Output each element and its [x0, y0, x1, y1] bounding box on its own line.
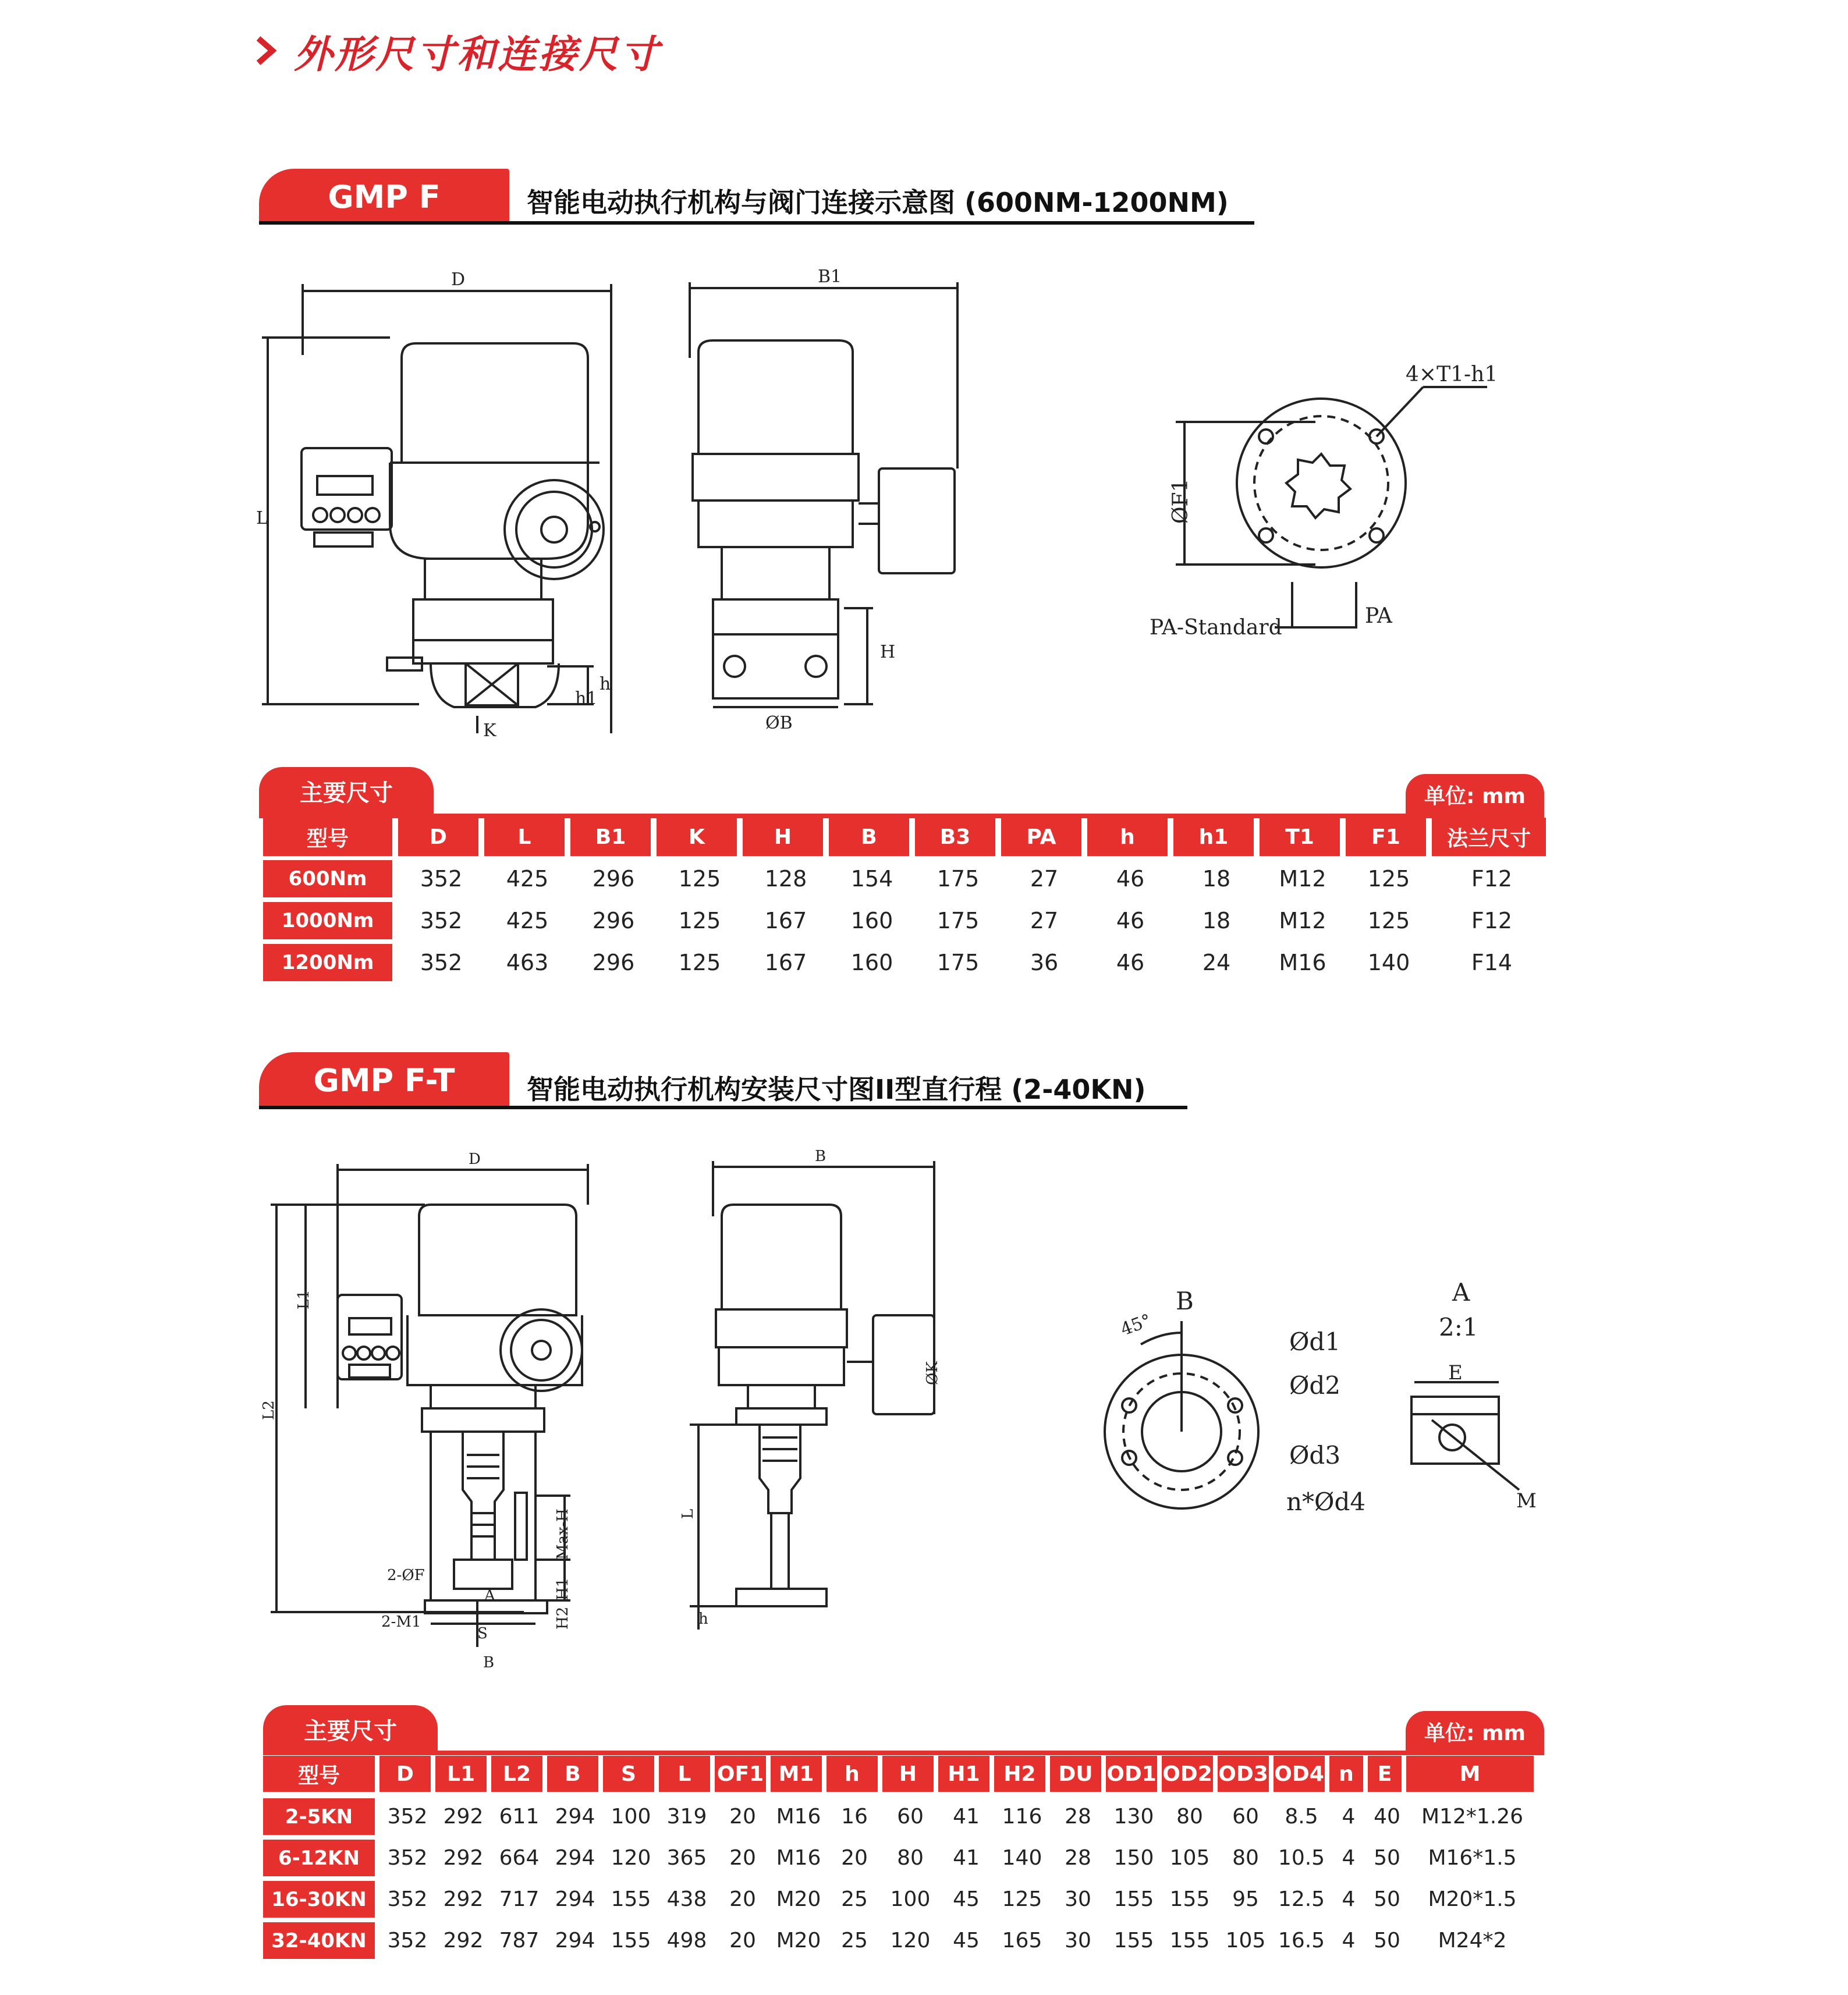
table-2-cell: 155 [611, 1887, 651, 1911]
table-1-cell: 463 [506, 950, 549, 975]
detail-a-label: A [1452, 1278, 1470, 1307]
table-2-cell: 80 [1232, 1846, 1259, 1870]
table-1-header-cell: L [484, 818, 565, 856]
table-2-header-cell: OD1 [1106, 1756, 1157, 1792]
table-2-cell: 50 [1374, 1929, 1400, 1953]
chevron-right-icon [255, 36, 278, 65]
actuator-front-view [262, 284, 611, 733]
table-1-cell: 128 [764, 866, 807, 892]
dim-label-b: B [815, 1148, 827, 1165]
table-2-cell: 155 [1169, 1929, 1210, 1953]
table-2-cell: M12*1.26 [1421, 1805, 1524, 1829]
table-1-cell: F12 [1471, 866, 1513, 892]
dim-label-b: B [483, 1654, 495, 1671]
table-2-header-cell: 型号 [263, 1756, 375, 1792]
table-2-cell: 45 [953, 1887, 980, 1911]
dim-label-h: h [600, 674, 611, 694]
detail-m-label: M [1516, 1489, 1537, 1513]
table-2-cell: 12.5 [1278, 1887, 1325, 1911]
table-1-header-cell: B1 [570, 818, 651, 856]
section-2-title: 智能电动执行机构安装尺寸图II型直行程 (2-40KN) [527, 1074, 1146, 1105]
flange2-d2-label: Ød2 [1289, 1371, 1341, 1400]
table-2-header-cell: OD2 [1162, 1756, 1213, 1792]
page-title: 外形尺寸和连接尺寸 [294, 32, 661, 77]
table-2-header-cell: H [882, 1756, 934, 1792]
table-1-row-model: 600Nm [263, 860, 392, 897]
table-2-cell: 116 [1002, 1805, 1042, 1829]
table-1-header-cell: 法兰尺寸 [1432, 818, 1546, 856]
table-2-cell: 352 [387, 1887, 428, 1911]
table-1-cell: 125 [678, 950, 721, 975]
table-1-cell: 352 [420, 950, 463, 975]
table-1-cell: M12 [1279, 908, 1326, 933]
flange-bolt-label: 4×T1-h1 [1406, 363, 1498, 386]
table-2-label: 主要尺寸 [263, 1705, 438, 1753]
table-1-cell: 46 [1116, 866, 1145, 892]
table-1-label: 主要尺寸 [259, 767, 434, 815]
table-2-header-cell: H2 [994, 1756, 1045, 1792]
dim-label-l: L [679, 1508, 697, 1519]
table-2-cell: 8.5 [1285, 1805, 1318, 1829]
table-2-cell: M20 [776, 1929, 821, 1953]
dim-label-h2: H2 [554, 1606, 572, 1630]
dim-label-l2: L2 [260, 1400, 278, 1420]
detail-e-label: E [1448, 1361, 1463, 1385]
table-2-cell: 50 [1374, 1887, 1400, 1911]
table-1-cell: 46 [1116, 908, 1145, 933]
table-2-header-cell: M1 [771, 1756, 822, 1792]
section-1-drawings [256, 256, 1036, 768]
dim-label-H: H [880, 642, 896, 662]
table-1-cell: 296 [592, 866, 635, 892]
table-2-cell: 100 [611, 1805, 651, 1829]
table-1-header-cell: h [1087, 818, 1168, 856]
table-1-header-cell: T1 [1260, 818, 1340, 856]
table-1-cell: M16 [1279, 950, 1326, 975]
dim-label-maxh: Max-H [554, 1508, 572, 1560]
table-1-cell: 296 [592, 908, 635, 933]
table-2-cell: 292 [443, 1846, 484, 1870]
table-2-cell: 80 [897, 1846, 924, 1870]
table-2-cell: 130 [1113, 1805, 1154, 1829]
table-2-header-cell: L2 [491, 1756, 542, 1792]
table-2-cell: 352 [387, 1805, 428, 1829]
table-2-cell: 100 [890, 1887, 931, 1911]
table-2-cell: 319 [666, 1805, 707, 1829]
dim-label-s: S [477, 1625, 488, 1642]
table-2-header-cell: L1 [435, 1756, 487, 1792]
table-2-cell: 30 [1065, 1887, 1091, 1911]
table-2-cell: 60 [1232, 1805, 1259, 1829]
table-2-cell: 150 [1113, 1846, 1154, 1870]
table-2-row-model: 16-30KN [263, 1881, 375, 1918]
table-1-cell: 125 [678, 908, 721, 933]
table-2-cell: 25 [841, 1887, 868, 1911]
dim-label-a: A [484, 1587, 495, 1604]
table-1-header-cell: B [829, 818, 909, 856]
table-2-cell: 4 [1342, 1805, 1356, 1829]
detail-scale-label: 2:1 [1439, 1313, 1478, 1341]
flange2-d3-label: Ød3 [1289, 1441, 1341, 1469]
table-1-unit: 单位: mm [1406, 774, 1544, 815]
table-1-cell: 160 [850, 908, 893, 933]
linear-actuator-front-view [271, 1164, 588, 1647]
table-2-cell: 16 [841, 1805, 868, 1829]
table-2-cell: 294 [555, 1805, 595, 1829]
table-2-cell: M16 [776, 1805, 821, 1829]
table-2-cell: 365 [666, 1846, 707, 1870]
table-2-cell: 4 [1342, 1929, 1356, 1953]
table-2-cell: M16 [776, 1846, 821, 1870]
table-1-cell: 154 [850, 866, 893, 892]
table-2-header-cell: n [1329, 1756, 1363, 1792]
table-2-header-cell: OF1 [715, 1756, 766, 1792]
table-2-cell: 20 [729, 1846, 756, 1870]
table-2-cell: 40 [1374, 1805, 1400, 1829]
table-2-header-cell: OD4 [1274, 1756, 1325, 1792]
section-1-flange-diagram [1141, 349, 1548, 652]
table-1-cell: F12 [1471, 908, 1513, 933]
flange2-d4-label: n*Ød4 [1286, 1488, 1366, 1516]
table-2-header-cell: D [379, 1756, 431, 1792]
table-1-cell: 167 [764, 908, 807, 933]
table-2-cell: 41 [953, 1805, 980, 1829]
table-1-cell: 125 [1367, 908, 1410, 933]
table-2-cell: 294 [555, 1846, 595, 1870]
table-1-cell: 36 [1030, 950, 1059, 975]
table-2-cell: 20 [729, 1805, 756, 1829]
table-1-cell: 352 [420, 908, 463, 933]
table-1-row-model: 1200Nm [263, 944, 392, 981]
section-2-rule [259, 1106, 1187, 1109]
table-2-cell: 155 [1169, 1887, 1210, 1911]
table-1-cell: 125 [1367, 866, 1410, 892]
dim-label-2m1: 2-M1 [381, 1613, 421, 1631]
table-2-header-cell: B [547, 1756, 598, 1792]
table-1-cell: F14 [1471, 950, 1513, 975]
table-2-row-model: 2-5KN [263, 1798, 375, 1835]
table-1-cell: M12 [1279, 866, 1326, 892]
dim-label-k: K [483, 720, 496, 741]
table-2-header-cell: H1 [938, 1756, 989, 1792]
table-2-cell: 60 [897, 1805, 924, 1829]
dim-label-h1: h1 [575, 688, 598, 709]
table-2-cell: 28 [1065, 1846, 1091, 1870]
table-1-row-model: 1000Nm [263, 902, 392, 939]
section-1-rule [259, 221, 1254, 225]
table-1-header-cell: D [398, 818, 478, 856]
table-2-cell: 498 [666, 1929, 707, 1953]
table-2-cell: M24*2 [1438, 1929, 1507, 1953]
table-2-cell: 120 [890, 1929, 931, 1953]
table-2-cell: 20 [729, 1929, 756, 1953]
table-1-cell: 296 [592, 950, 635, 975]
table-2-cell: 438 [666, 1887, 707, 1911]
table-2-cell: 30 [1065, 1929, 1091, 1953]
table-1-cell: 27 [1030, 908, 1059, 933]
table-2-cell: 95 [1232, 1887, 1259, 1911]
table-2-cell: 10.5 [1278, 1846, 1325, 1870]
dim-label-b1: B1 [818, 267, 842, 287]
table-2-cell: 155 [1113, 1887, 1154, 1911]
table-1-header-cell: H [743, 818, 823, 856]
flange2-b-label: B [1176, 1287, 1194, 1315]
table-2-header-cell: M [1406, 1756, 1534, 1792]
table-2-cell: 20 [729, 1887, 756, 1911]
actuator-side-view [690, 282, 957, 707]
flange-pa-std-label: PA-Standard [1150, 616, 1282, 640]
table-1-cell: 425 [506, 908, 549, 933]
table-2-cell: 28 [1065, 1805, 1091, 1829]
table-2-cell: 105 [1169, 1846, 1210, 1870]
dim-label-h: h [698, 1610, 708, 1628]
dim-label-2of: 2-ØF [387, 1567, 425, 1584]
table-1-header-cell: h1 [1173, 818, 1254, 856]
table-1-cell: 175 [937, 950, 980, 975]
table-2-cell: 41 [953, 1846, 980, 1870]
table-1-cell: 27 [1030, 866, 1059, 892]
table-2-cell: 20 [841, 1846, 868, 1870]
table-1-header-cell: B3 [915, 818, 995, 856]
dim-label-l: L [256, 508, 268, 528]
table-1-cell: 140 [1367, 950, 1410, 975]
table-2-cell: 80 [1176, 1805, 1203, 1829]
linear-actuator-side-view [690, 1161, 934, 1630]
table-2-header-cell: S [603, 1756, 654, 1792]
table-1-cell: 18 [1202, 908, 1231, 933]
flange2-d1-label: Ød1 [1289, 1327, 1341, 1356]
section-2-drawings [256, 1141, 1036, 1676]
table-2-cell: 352 [387, 1846, 428, 1870]
side2-dim-labels [679, 1148, 941, 1628]
table-2-header-cell: OD3 [1218, 1756, 1269, 1792]
table-1-header-cell: PA [1001, 818, 1081, 856]
dim-label-d: D [451, 269, 466, 290]
table-2-cell: 45 [953, 1929, 980, 1953]
table-2-header-cell: DU [1050, 1756, 1101, 1792]
front2-dim-labels [260, 1151, 572, 1671]
dim-label-ok: ØK [924, 1361, 941, 1385]
table-2-cell: 120 [611, 1846, 651, 1870]
table-1-cell: 175 [937, 866, 980, 892]
table-2-cell: 292 [443, 1887, 484, 1911]
table-2-cell: 155 [1113, 1929, 1154, 1953]
table-2-top-bar [263, 1751, 1544, 1755]
dim-label-l1: L1 [295, 1290, 313, 1309]
table-1-header-cell: F1 [1346, 818, 1426, 856]
flange-of1-label: ØF1 [1169, 478, 1193, 524]
dim-label-d: D [469, 1151, 481, 1168]
table-2-unit: 单位: mm [1406, 1711, 1544, 1752]
table-2-header-cell: L [659, 1756, 710, 1792]
flange-pa-label: PA [1365, 604, 1392, 628]
section-2-flange-diagram [1083, 1269, 1548, 1542]
table-2-cell: 787 [499, 1929, 540, 1953]
table-1-cell: 160 [850, 950, 893, 975]
table-2-header-cell: E [1368, 1756, 1402, 1792]
dim-label-ob: ØB [765, 713, 793, 733]
table-2-cell: M20*1.5 [1428, 1887, 1517, 1911]
table-2-cell: 611 [499, 1805, 540, 1829]
table-1-cell: 125 [678, 866, 721, 892]
table-2-cell: 292 [443, 1805, 484, 1829]
table-2-cell: M20 [776, 1887, 821, 1911]
table-2-cell: M16*1.5 [1428, 1846, 1517, 1870]
table-2-cell: 294 [555, 1887, 595, 1911]
section-1-tab: GMP F [259, 169, 509, 225]
table-1-cell: 18 [1202, 866, 1231, 892]
section-1-title: 智能电动执行机构与阀门连接示意图 (600NM-1200NM) [527, 187, 1229, 218]
table-1-cell: 425 [506, 866, 549, 892]
table-2-cell: 292 [443, 1929, 484, 1953]
table-1-cell: 167 [764, 950, 807, 975]
table-1-cell: 24 [1202, 950, 1231, 975]
table-2-cell: 165 [1002, 1929, 1042, 1953]
table-2-cell: 105 [1225, 1929, 1266, 1953]
table-1-cell: 175 [937, 908, 980, 933]
dim-label-h1: H1 [554, 1577, 572, 1600]
table-1-cell: 352 [420, 866, 463, 892]
table-2-cell: 294 [555, 1929, 595, 1953]
table-2-cell: 664 [499, 1846, 540, 1870]
table-2-cell: 16.5 [1278, 1929, 1325, 1953]
flange2-angle-label: 45° [1118, 1310, 1154, 1340]
table-2-cell: 4 [1342, 1887, 1356, 1911]
table-2-cell: 140 [1002, 1846, 1042, 1870]
table-1-header-cell: 型号 [263, 818, 392, 856]
table-2-cell: 4 [1342, 1846, 1356, 1870]
table-2-row-model: 32-40KN [263, 1922, 375, 1959]
table-2-header-cell: h [827, 1756, 878, 1792]
table-1-cell: 46 [1116, 950, 1145, 975]
table-2-cell: 50 [1374, 1846, 1400, 1870]
table-2-cell: 125 [1002, 1887, 1042, 1911]
table-2-cell: 717 [499, 1887, 540, 1911]
table-2-cell: 155 [611, 1929, 651, 1953]
section-2-tab: GMP F-T [259, 1052, 509, 1108]
table-2-cell: 352 [387, 1929, 428, 1953]
table-1-header-cell: K [657, 818, 737, 856]
table-2-row-model: 6-12KN [263, 1840, 375, 1876]
table-2-cell: 25 [841, 1929, 868, 1953]
